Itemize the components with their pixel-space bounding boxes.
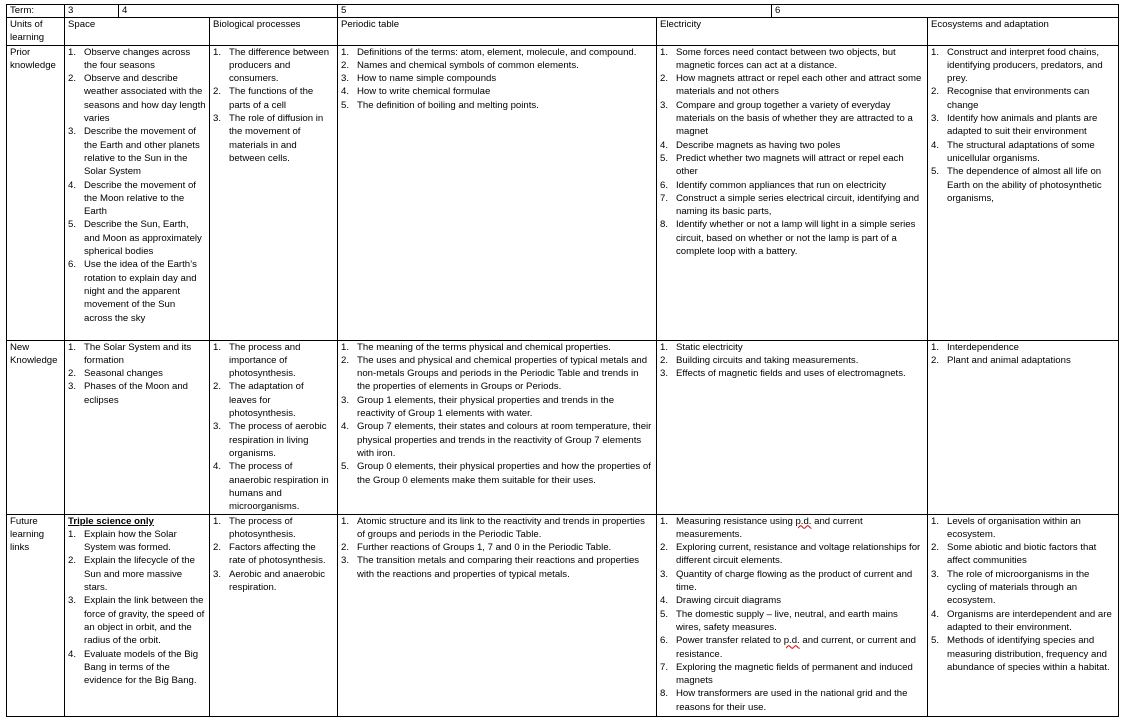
list-item-text: Explain the link between the force of gravity, the speed of an object in orbit, and the radius of the orbit. <box>84 595 205 647</box>
new-eco-cell <box>928 340 1119 514</box>
list-item-number: 2. <box>213 86 222 98</box>
list-item-text: How magnets attract or repel each other and attract some materials and not others <box>676 73 922 98</box>
list-item-text: The dependence of almost all life on Earth on the ability of photosynthetic organisms, <box>947 166 1102 204</box>
list-item-text: Seasonal changes <box>84 368 163 380</box>
list-item-text: Construct and interpret food chains, identifying producers, predators, and prey. <box>947 46 1103 85</box>
unit-periodic-table: Periodic table <box>338 18 657 46</box>
term-5: 5 <box>338 5 772 18</box>
list-item <box>213 112 334 165</box>
list-item-number: 3. <box>341 555 350 567</box>
list-item-number: 3. <box>660 368 669 380</box>
future-periodic-cell <box>338 514 657 716</box>
list-item-text: Group 0 elements, their physical properties and how the properties of the Group 0 elements make them suitable for their uses. <box>357 461 651 486</box>
list-item-number: 4. <box>68 179 77 191</box>
list-item <box>213 420 334 460</box>
future-periodic-list <box>341 515 653 581</box>
list-item-text: Observe and describe weather associated with the seasons and how day length varies <box>84 73 206 125</box>
list-item: 7. Exploring the magnetic fields of permanent and induced magnets <box>660 661 913 687</box>
term-label: Term: <box>7 5 65 18</box>
list-item: 3. Quantity of charge flowing as the product of current and time. <box>660 568 913 594</box>
list-item: 1. Measuring resistance using p.d. and current measurements. <box>660 515 863 540</box>
list-item-text: How to write chemical formulae <box>357 86 491 98</box>
term-3: 3 <box>65 5 119 18</box>
list-item <box>931 341 1115 354</box>
list-item-text: Recognise that environments can change <box>947 86 1090 111</box>
list-item-text: The functions of the parts of a cell <box>229 86 314 111</box>
list-item-text: Definitions of the terms: atom, element, molecule, and compound. <box>357 46 637 58</box>
list-item <box>68 46 206 73</box>
list-item-number: 1. <box>341 46 350 58</box>
list-item-text: Construct a simple series electrical circuit, identifying and naming its basic parts, <box>676 192 920 218</box>
list-item-number: 2. <box>660 354 669 366</box>
prior-periodic-list <box>341 46 653 112</box>
list-item-number: 1. <box>931 341 940 353</box>
list-item-text: Explain how the Solar System was formed. <box>84 528 177 554</box>
list-item <box>660 46 924 73</box>
list-item-text: Building circuits and taking measurements. <box>676 354 859 366</box>
list-item <box>68 341 206 368</box>
list-item-text: Factors affecting the rate of photosynthesis. <box>229 542 326 567</box>
future-bio-list <box>213 515 334 595</box>
list-item-number: 2. <box>931 354 940 366</box>
new-bio-list <box>213 341 334 514</box>
list-item-text: Group 1 elements, their physical properties and trends in the reactivity of Group 1 elements with water. <box>357 394 615 420</box>
list-item <box>660 72 924 99</box>
list-item <box>341 85 653 98</box>
prior-electricity-cell <box>657 45 928 340</box>
list-item-text: The adaptation of leaves for photosynthesis. <box>229 381 304 420</box>
list-item-text: Predict whether two magnets will attract or repel each other <box>676 152 904 178</box>
list-item-number: 1. <box>68 341 77 353</box>
list-item-number: 3. <box>68 381 77 393</box>
list-item <box>931 568 1115 608</box>
list-item <box>213 380 334 420</box>
list-item <box>341 341 653 354</box>
new-label: New Knowledge <box>7 340 65 514</box>
prior-space-list <box>68 46 206 325</box>
list-item-number: 3. <box>341 73 350 85</box>
prior-bio-cell <box>210 45 338 340</box>
list-item-number: 2. <box>341 542 350 554</box>
list-item-number: 2. <box>68 555 77 567</box>
list-item <box>931 165 1115 205</box>
list-item <box>68 218 206 258</box>
new-bio-cell <box>210 340 338 514</box>
prior-label: Prior knowledge <box>7 45 65 340</box>
list-item-text: Levels of organisation within an ecosystem. <box>947 515 1081 540</box>
list-item-text: The role of microorganisms in the cycling of materials through an ecosystem. <box>947 568 1090 607</box>
list-item: 5. The domestic supply – live, neutral, and earth mains wires, safety measures. <box>660 608 898 633</box>
list-item <box>660 354 924 367</box>
list-item <box>931 85 1115 112</box>
list-item <box>68 367 206 380</box>
units-label: Units of learning <box>7 18 65 46</box>
list-item-number: 4. <box>341 86 350 98</box>
list-item-text: Some abiotic and biotic factors that affect communities <box>947 542 1097 567</box>
prior-eco-list <box>931 46 1115 206</box>
list-item-number: 2. <box>68 73 77 85</box>
future-space-cell <box>65 514 210 716</box>
list-item-text: Atomic structure and its link to the reactivity and trends in properties of groups and periods in the Periodic Table. <box>357 515 645 540</box>
list-item <box>341 354 653 394</box>
new-electricity-cell <box>657 340 928 514</box>
list-item-number: 1. <box>341 341 350 353</box>
list-item <box>931 112 1115 139</box>
list-item <box>213 568 334 595</box>
list-item: 4. Drawing circuit diagrams <box>660 595 782 607</box>
list-item <box>341 460 653 487</box>
new-knowledge-row <box>7 340 1119 514</box>
list-item <box>341 59 653 72</box>
list-item-number: 3. <box>213 113 222 125</box>
new-space-cell <box>65 340 210 514</box>
list-item-number: 3. <box>341 394 350 406</box>
list-item <box>341 515 653 542</box>
list-item-number: 5. <box>660 152 669 164</box>
unit-space: Space <box>65 18 210 46</box>
list-item <box>68 125 206 178</box>
list-item-text: Interdependence <box>947 341 1020 353</box>
new-electricity-list <box>660 341 924 381</box>
list-item-text: The Solar System and its formation <box>84 341 192 366</box>
list-item <box>931 354 1115 367</box>
list-item-text: The structural adaptations of some unicellular organisms. <box>947 139 1095 164</box>
list-item <box>213 541 334 568</box>
list-item <box>660 99 924 139</box>
prior-electricity-list <box>660 46 924 259</box>
term-row <box>7 5 1119 18</box>
list-item <box>213 341 334 381</box>
list-item-text: Evaluate models of the Big Bang in terms of the evidence for the Big Bang. <box>84 648 199 687</box>
list-item-number: 4. <box>931 139 940 151</box>
list-item <box>213 460 334 513</box>
list-item-number: 4. <box>931 608 940 620</box>
list-item-number: 3. <box>213 568 222 580</box>
list-item-text: Observe changes across the four seasons <box>84 46 191 71</box>
list-item <box>341 72 653 85</box>
list-item-text: The meaning of the terms physical and chemical properties. <box>357 341 611 353</box>
list-item-text: Explain the lifecycle of the Sun and more massive stars. <box>84 555 195 594</box>
units-row <box>7 18 1119 46</box>
list-item-number: 2. <box>213 381 222 393</box>
unit-ecosystems: Ecosystems and adaptation <box>928 18 1119 46</box>
list-item <box>68 179 206 219</box>
list-item-number: 3. <box>931 113 940 125</box>
list-item <box>660 179 924 192</box>
list-item <box>341 46 653 59</box>
list-item-number: 2. <box>931 86 940 98</box>
list-item-text: Describe the movement of the Moon relative to the Earth <box>84 179 196 218</box>
list-item <box>341 541 653 554</box>
list-item-text: Identify how animals and plants are adapted to suit their environment <box>947 113 1098 138</box>
list-item-text: Describe the movement of the Earth and other planets relative to the Sun in the Solar System <box>84 126 200 178</box>
list-item: 2. Exploring current, resistance and voltage relationships for different circuit elements. <box>660 542 921 567</box>
list-item <box>213 85 334 112</box>
list-item <box>68 258 206 324</box>
list-item-text: Aerobic and anaerobic respiration. <box>229 568 326 594</box>
list-item-number: 1. <box>931 515 940 527</box>
list-item-number: 2. <box>68 368 77 380</box>
list-item-number: 2. <box>660 73 669 85</box>
list-item-text: How to name simple compounds <box>357 73 497 85</box>
list-item-text: The process of photosynthesis. <box>229 515 296 540</box>
list-item <box>68 648 206 688</box>
unit-biological-processes: Biological processes <box>210 18 338 46</box>
list-item-text: The process of anaerobic respiration in humans and microorganisms. <box>229 461 329 513</box>
list-item: 8. How transformers are used in the national grid and the reasons for their use. <box>660 688 908 713</box>
prior-bio-list <box>213 46 334 166</box>
list-item-text: Effects of magnetic fields and uses of electromagnets. <box>676 368 906 380</box>
list-item-text: Further reactions of Groups 1, 7 and 0 in the Periodic Table. <box>357 542 612 554</box>
list-item-number: 1. <box>213 515 222 527</box>
list-item-number: 1. <box>213 46 222 58</box>
list-item-text: Static electricity <box>676 341 743 353</box>
list-item-number: 5. <box>68 219 77 231</box>
list-item-text: Organisms are interdependent and are adapted to their environment. <box>947 608 1112 633</box>
new-space-list <box>68 341 206 407</box>
list-item <box>660 218 924 258</box>
list-item <box>660 341 924 354</box>
list-item-text: Names and chemical symbols of common elements. <box>357 59 579 71</box>
list-item <box>931 46 1115 86</box>
list-item <box>213 515 334 542</box>
list-item-text: Identify whether or not a lamp will light in a simple series circuit, based on whether or not the lamp is part of a complete loop with a battery. <box>676 219 916 258</box>
list-item <box>68 528 206 555</box>
list-item-number: 3. <box>213 421 222 433</box>
list-item <box>931 541 1115 568</box>
future-eco-list <box>931 515 1115 675</box>
list-item-number: 5. <box>341 461 350 473</box>
list-item-text: Some forces need contact between two objects, but magnetic forces can act at a distance. <box>676 46 896 71</box>
future-space-list <box>68 528 206 688</box>
future-label: Future learning links <box>7 514 65 716</box>
prior-periodic-cell <box>338 45 657 340</box>
list-item-text: Compare and group together a variety of everyday materials on the basis of whether they are attracted to a magnet <box>676 99 913 138</box>
list-item-number: 6. <box>660 179 669 191</box>
list-item-number: 6. <box>68 259 77 271</box>
list-item <box>660 139 924 152</box>
list-item <box>213 46 334 86</box>
list-item-number: 1. <box>68 528 77 540</box>
list-item-number: 2. <box>341 59 350 71</box>
list-item <box>68 594 206 647</box>
list-item-number: 3. <box>68 126 77 138</box>
list-item <box>660 367 924 380</box>
list-item-number: 1. <box>660 341 669 353</box>
list-item <box>68 380 206 407</box>
list-item-text: The process of aerobic respiration in living organisms. <box>229 421 327 459</box>
list-item-number: 3. <box>68 595 77 607</box>
list-item <box>68 72 206 125</box>
list-item-text: The process and importance of photosynthesis. <box>229 341 301 380</box>
list-item-number: 2. <box>341 354 350 366</box>
list-item-number: 8. <box>660 219 669 231</box>
list-item <box>68 554 206 594</box>
term-4: 4 <box>119 5 338 18</box>
triple-science-heading: Triple science only <box>68 515 154 527</box>
new-eco-list <box>931 341 1115 368</box>
curriculum-table <box>6 4 1119 717</box>
list-item <box>931 139 1115 166</box>
list-item <box>341 394 653 421</box>
list-item <box>341 554 653 581</box>
list-item-text: Describe magnets as having two poles <box>676 139 841 151</box>
list-item-number: 1. <box>341 515 350 527</box>
list-item-number: 1. <box>68 46 77 58</box>
list-item-text: Identify common appliances that run on electricity <box>676 179 887 191</box>
future-bio-cell <box>210 514 338 716</box>
list-item-text: Methods of identifying species and measuring distribution, frequency and abundance of species within a habitat. <box>947 635 1110 673</box>
list-item-number: 2. <box>931 542 940 554</box>
list-item-text: The uses and physical and chemical properties of typical metals and non-metals Groups and periods in the Periodic Table and trends in the properties of elements in Groups or Periods. <box>357 354 648 393</box>
list-item-number: 7. <box>660 192 669 204</box>
future-eco-cell <box>928 514 1119 716</box>
list-item-number: 4. <box>68 648 77 660</box>
list-item <box>660 192 924 219</box>
prior-knowledge-row <box>7 45 1119 340</box>
unit-electricity: Electricity <box>657 18 928 46</box>
list-item-number: 4. <box>341 421 350 433</box>
list-item-text: The transition metals and comparing their reactions and properties with the reactions and properties of typical metals. <box>357 555 640 580</box>
future-electricity-list <box>660 515 924 714</box>
list-item-number: 3. <box>931 568 940 580</box>
prior-space-cell <box>65 45 210 340</box>
list-item-number: 1. <box>213 341 222 353</box>
list-item <box>931 634 1115 674</box>
future-electricity-cell <box>657 514 928 716</box>
list-item-number: 5. <box>931 166 940 178</box>
new-periodic-list <box>341 341 653 487</box>
list-item <box>931 608 1115 635</box>
list-item-number: 4. <box>213 461 222 473</box>
new-periodic-cell <box>338 340 657 514</box>
list-item-number: 1. <box>660 46 669 58</box>
list-item <box>660 152 924 179</box>
list-item <box>341 99 653 112</box>
list-item-number: 5. <box>931 635 940 647</box>
list-item-number: 3. <box>660 99 669 111</box>
list-item-number: 5. <box>341 99 350 111</box>
prior-eco-cell <box>928 45 1119 340</box>
list-item-number: 1. <box>931 46 940 58</box>
list-item-text: Plant and animal adaptations <box>947 354 1071 366</box>
future-learning-row <box>7 514 1119 716</box>
list-item <box>341 420 653 460</box>
list-item-text: The definition of boiling and melting points. <box>357 99 539 111</box>
list-item: 6. Power transfer related to p.d. and current, or current and resistance. <box>660 635 916 660</box>
list-item-text: The difference between producers and consumers. <box>229 46 330 85</box>
list-item-number: 2. <box>213 542 222 554</box>
list-item-text: Describe the Sun, Earth, and Moon as approximately spherical bodies <box>84 219 202 258</box>
list-item <box>931 515 1115 542</box>
list-item-text: Phases of the Moon and eclipses <box>84 381 189 406</box>
list-item-text: Group 7 elements, their states and colours at room temperature, their physical properties and trends in the reactivity of Group 7 elements with iron. <box>357 421 652 459</box>
list-item-text: Use the idea of the Earth’s rotation to explain day and night and the apparent movement of the Sun across the sky <box>84 259 197 324</box>
list-item-text: The role of diffusion in the movement of materials in and between cells. <box>229 113 324 164</box>
term-6: 6 <box>772 5 1119 18</box>
list-item-number: 4. <box>660 139 669 151</box>
